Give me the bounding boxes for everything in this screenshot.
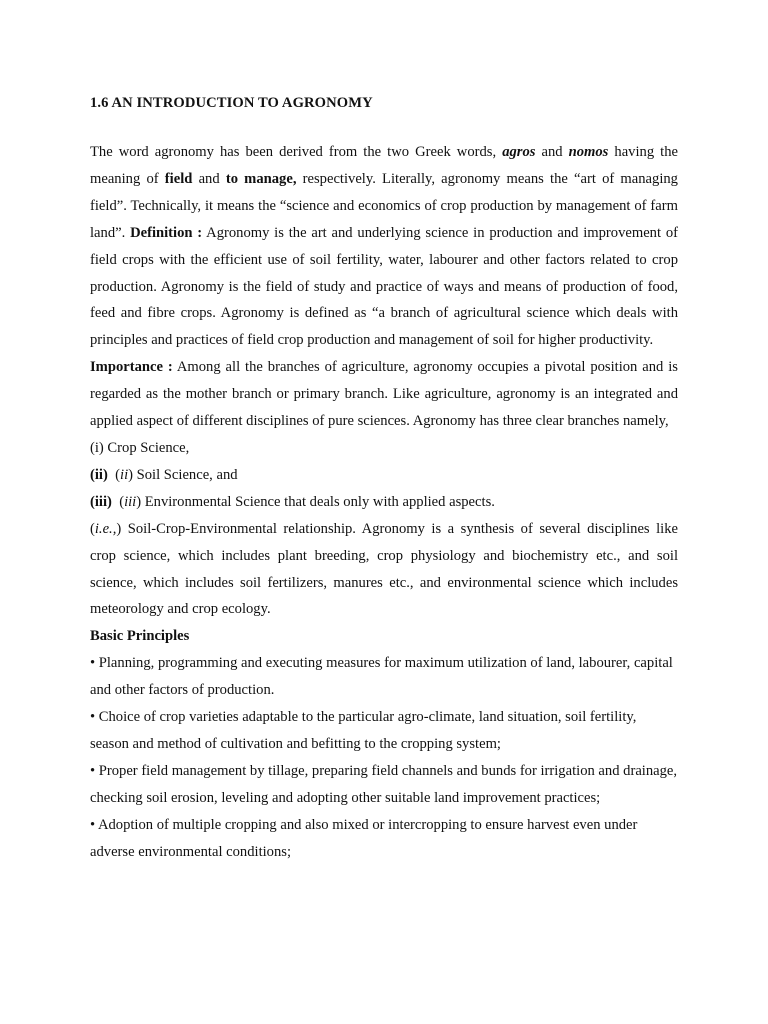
principle-item-3: • Proper field management by tillage, preparing field channels and bunds for irrigation and drainage, checking soil erosion, leveling and adopting other suitable land improvement practices; [90, 762, 678, 806]
section-heading: 1.6 AN INTRODUCTION TO AGRONOMY [90, 95, 373, 111]
intro-text-3: having the meaning of [90, 144, 678, 187]
branch-item-2-roman: ii [120, 466, 129, 483]
principle-item-1: • Planning, programming and executing measures for maximum utilization of land, labourer, capital and other factors of production. [90, 655, 673, 699]
branch-item-3-paren: ( [111, 493, 125, 510]
relationship-paragraph [90, 516, 678, 624]
principles-heading-text: Basic Principles [90, 628, 190, 645]
importance-paragraph [90, 354, 678, 435]
branch-item-2-text: ) Soil Science, and [128, 466, 238, 483]
branch-item-3-roman: iii [124, 493, 137, 510]
importance-text: Among all the branches of agriculture, agronomy occupies a pivotal position and is regarded as the mother branch or primary branch. Like agriculture, agronomy is an integrated and applied aspect of different disciplines of pure sciences. Agronomy has three clear branches namely, [90, 359, 678, 430]
branch-item-1 [90, 435, 678, 462]
term-agros: agros [502, 144, 536, 160]
intro-text-4: and [192, 170, 226, 187]
branch-item-3 [90, 489, 678, 516]
intro-text-6: Agronomy is the art and underlying science in production and improvement of field crops with the efficient use of soil fertility, water, labourer and other factors related to crop production. Agronomy is the field of study and practice of ways and means of production of food, feed and fibre crops. Agronomy is defined as “a branch of agricultural science which deals with principles and practices of field crop production and management of soil for higher productivity. [90, 224, 678, 349]
intro-text-1: The word agronomy has been derived from the two Greek words, [90, 144, 503, 160]
principle-item-2: • Choice of crop varieties adaptable to the particular agro-climate, land situation, soil fertility, season and method of cultivation and befitting to the cropping system; [90, 709, 637, 752]
principle-item-4: • Adoption of multiple cropping and also mixed or intercropping to ensure harvest even under adverse environmental conditions; [90, 816, 638, 860]
branch-item-3-number: (iii) [90, 493, 112, 510]
intro-text-2: and [535, 144, 569, 160]
importance-label: Importance : [90, 359, 173, 376]
term-to-manage: to manage, [225, 170, 297, 187]
relationship-text: ) Soil-Crop-Environmental relationship. Agronomy is a synthesis of several disciplines like crop science, which includes plant breeding, crop physiology and biochemistry etc., and soil science, which includes soil fertilizers, manures etc., and environmental science which includes meteorology and crop ecology. [90, 520, 678, 618]
principles-heading [90, 623, 678, 650]
term-ie: i.e., [94, 520, 117, 537]
branch-item-2 [90, 462, 678, 489]
term-field: field [164, 170, 193, 187]
intro-text-5: respectively. Literally, agronomy means the “art of managing field”. Technically, it means the “science and economics of crop production by management of farm land”. [90, 170, 678, 241]
term-nomos: nomos [568, 144, 609, 160]
definition-label: Definition : [130, 224, 203, 241]
branch-item-2-number: (ii) [90, 466, 108, 483]
branch-item-2-paren: ( [107, 466, 121, 483]
branch-item-1-text: (i) Crop Science, [90, 439, 190, 456]
branch-item-3-text: ) Environmental Science that deals only with applied aspects. [136, 493, 495, 510]
intro-paragraph [90, 139, 678, 354]
relationship-open: ( [90, 520, 95, 537]
